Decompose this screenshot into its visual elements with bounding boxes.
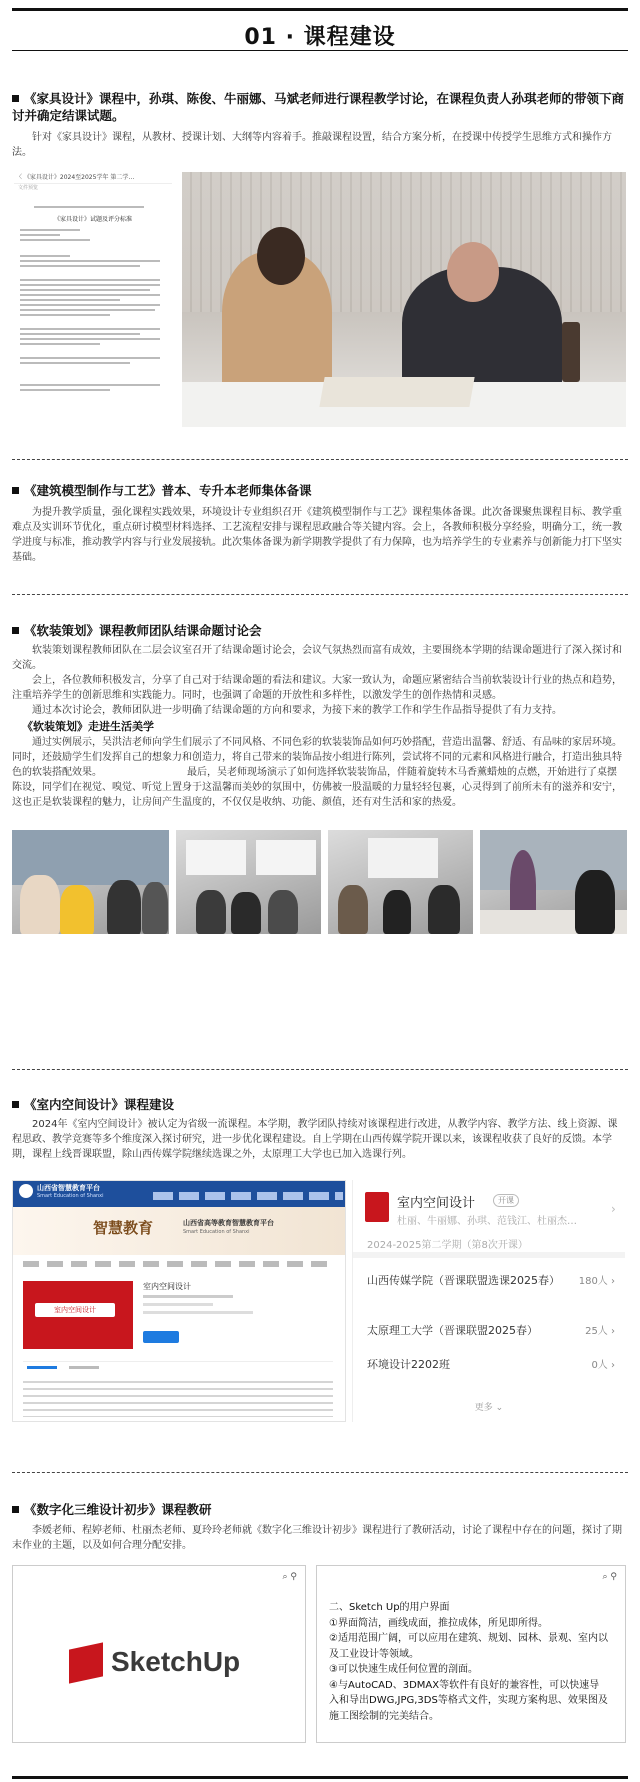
- section-1-body: 针对《家具设计》课程，从教材、授课计划、大纲等内容着手。推敲课程设置，结合方案分析，在授课中传授学生思维方式和操作方法。: [12, 132, 612, 158]
- section-3-body: 软装策划课程教师团队在二层会议室召开了结课命题讨论会，会议气氛热烈而富有成效，主要围绕本学期的结课命题进行了深入探讨和交流。 会上，各位教师积极发言，分享了自己对于结课命题的看法和建议。大家一致认为，命题应紧密结合当前软装设计行业的热点和趋势，注重培养学生的创新思维和实践能力。同时，也强调了命题的开放性和多样性，以激发学生的创作热情和灵感。 通过本次讨论会，教师团队进一步明确了结课命题的方向和要求，为接下来的教学工作和学生作品指导提供了有力支持。: [12, 645, 622, 716]
- doc-heading: 《家具设计》试题及评分标准: [53, 216, 132, 223]
- header-rule: [12, 50, 628, 51]
- class-row[interactable]: 山西传媒学院（晋课联盟选课2025春） 180人 ›: [367, 1274, 615, 1287]
- class-row[interactable]: 太原理工大学（晋课联盟2025春） 25人 ›: [367, 1324, 615, 1337]
- join-button[interactable]: [143, 1331, 179, 1343]
- course-title: 室内空间设计: [397, 1196, 476, 1211]
- course-teachers: 杜丽、牛丽娜、孙琪、范钱江、杜丽杰…: [397, 1216, 577, 1227]
- section-3-subtitle: 《软装策划》走进生活美学: [22, 720, 154, 733]
- platform-name-en: Smart Education of Shanxi: [37, 1193, 104, 1199]
- course-title-left: 室内空间设计: [143, 1282, 191, 1291]
- class-photo-4: [480, 830, 627, 934]
- platform-logo-icon: [19, 1184, 33, 1198]
- class-photo-2: [176, 830, 321, 934]
- meeting-photo-furniture: [182, 172, 626, 427]
- notes-item: ④与AutoCAD、3DMAX等软件有良好的兼容性，可以快速导入和导出DWG,JPG,3DS等格式文件，实现方案构思、效果图及施工图绘制的完美结合。: [329, 1679, 608, 1722]
- banner-en: Smart Education of Shanxi: [183, 1229, 250, 1235]
- divider-4: [12, 1472, 628, 1473]
- notes-content: [329, 1600, 609, 1724]
- sketchup-logo-text: SketchUp: [111, 1646, 241, 1677]
- notes-item: ①界面简洁，画线成面，推拉成体，所见即所得。: [329, 1617, 548, 1629]
- class-row[interactable]: 环境设计2202班 0人 ›: [367, 1358, 615, 1371]
- divider-3: [12, 1069, 628, 1070]
- course-cover-label: 室内空间设计: [35, 1303, 115, 1317]
- search-icon[interactable]: ⌕ ⚲: [282, 1572, 297, 1582]
- section-5-body: 李媛老师、程婷老师、杜丽杰老师、夏玲玲老师就《数字化三维设计初步》课程进行了教研活动，讨论了课程中存在的问题，探讨了期末作业的主题，以及如何合理分配安排。: [12, 1525, 622, 1551]
- course-cover-icon: [365, 1192, 389, 1222]
- exam-document-preview: [14, 170, 172, 425]
- page-title: 01 · 课程建设: [244, 25, 396, 50]
- section-1-title: 《家具设计》课程中，孙琪、陈俊、牛丽娜、马斌老师进行课程教学讨论，在课程负责人孙琪老师的带领下商讨并确定结课试题。: [12, 91, 625, 123]
- sketchup-slide: [12, 1565, 306, 1743]
- doc-nav-bar: 〈 《家具设计》2024至2025学年 第二学…: [14, 170, 172, 184]
- section-4-title: 《室内空间设计》课程建设: [12, 1096, 174, 1113]
- class-photo-1: [12, 830, 169, 934]
- course-card: [352, 1180, 624, 1422]
- sketchup-logo-icon: [69, 1642, 103, 1683]
- footer-bar: [12, 1776, 628, 1779]
- banner-title: 山西省高等教育智慧教育平台: [183, 1219, 274, 1227]
- chevron-right-icon[interactable]: ›: [611, 1202, 616, 1216]
- banner-text: 智慧教育: [93, 1219, 154, 1237]
- section-2-body: 为提升教学质量，强化课程实践效果，环境设计专业组织召开《建筑模型制作与工艺》课程集体备课。此次备课聚焦课程目标、教学重难点及实训环节优化，重点研讨模型材料选择、工艺流程安排与课程思政融合等关键内容。会上，各教师积极分享经验，明确分工，统一教学进度与标准，推动教学内容与行业发展接轨。此次集体备课为新学期教学提供了有力保障，也为培养学生的专业素养与创新能力打下坚实基础。: [12, 507, 622, 563]
- course-term: 2024-2025第二学期（第8次开课）: [367, 1240, 528, 1251]
- course-tag: 开课: [493, 1194, 519, 1207]
- header-top-bar: [12, 8, 628, 11]
- section-3-body-2: 通过实例展示，吴洪洁老师向学生们展示了不同风格、不同色彩的软装装饰品如何巧妙搭配，营造出温馨、舒适、有品味的家居环境。同时，还鼓励学生们发挥自己的想象力和创造力，将自己带来的装饰品按小组进行陈列，尝试将不同的元素和风格进行融合，打造出独具特色的软装搭配效果。 最后，吴老师现场演示了如何选择软装装饰品，伴随着旋转木马香薰蜡烛的点燃，开始进行了桌摆陈设，同学们在视觉、嗅觉、听觉上置身于这温馨而美妙的氛围中，仿佛被一股温暖的力量轻轻包裹，心灵得到了前所未有的滋养和安宁，这也正是软装课程的魅力，让房间产生温度的，不仅仅是收纳、功能、颜值，还有对生活和家的热爱。: [12, 737, 622, 808]
- class-photo-3: [328, 830, 473, 934]
- user-icon[interactable]: ⌕ ⚲: [602, 1572, 617, 1582]
- section-2-title: 《建筑模型制作与工艺》普本、专升本老师集体备课: [12, 482, 312, 499]
- more-link[interactable]: 更多 ⌄: [474, 1403, 504, 1413]
- divider-1: [12, 459, 628, 460]
- platform-screenshot: [12, 1180, 346, 1422]
- section-5-title: 《数字化三维设计初步》课程教研: [12, 1501, 212, 1518]
- notes-title: 二、Sketch Up的用户界面: [329, 1602, 450, 1613]
- section-3-title: 《软装策划》课程教师团队结课命题讨论会: [12, 622, 262, 639]
- section-4-body: 2024年《室内空间设计》被认定为省级一流课程。本学期，教学团队持续对该课程进行改进，从教学内容、教学方法、线上资源、课程思政、教学竞赛等多个维度深入探讨研究，进一步优化课程建设。自上学期在山西传媒学院开课以来，该课程收获了良好的反馈。本学期，课程上线晋课联盟，除山西传媒学院继续选课之外，太原理工大学也已加入选课行列。: [12, 1119, 618, 1160]
- notes-item: ③可以快速生成任何位置的剖面。: [329, 1664, 478, 1675]
- notes-item: ②适用范围广阔，可以应用在建筑、规划、园林、景观、室内以及工业设计等领域。: [329, 1633, 608, 1660]
- divider-2: [12, 594, 628, 595]
- doc-preview-label: 文件预览: [18, 185, 39, 191]
- platform-name: 山西省智慧教育平台: [37, 1184, 100, 1192]
- sketchup-notes-slide: [316, 1565, 626, 1743]
